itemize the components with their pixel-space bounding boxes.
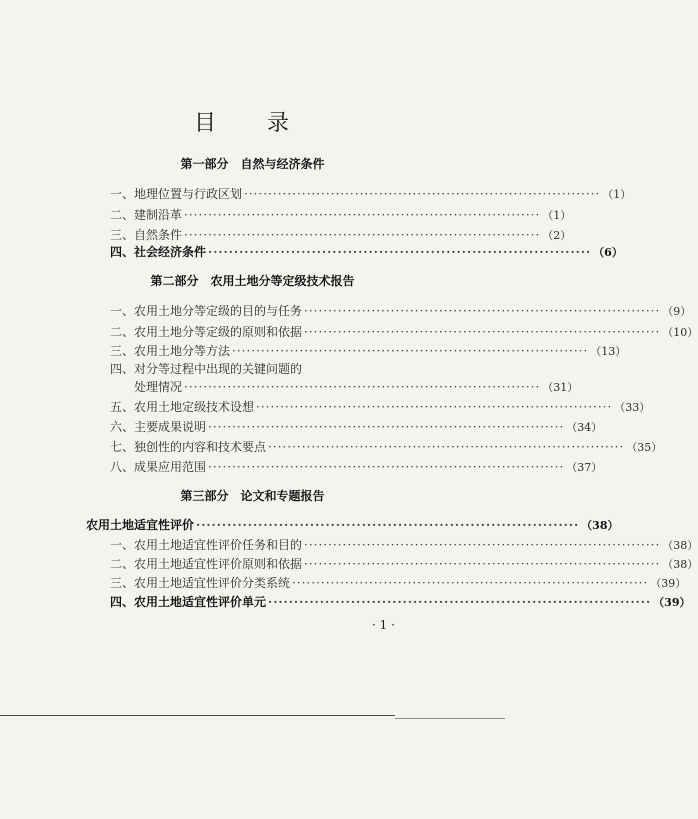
toc-entry-page: （6）: [593, 246, 623, 259]
dot-leader: ··········································································: [184, 380, 541, 394]
toc-entry[interactable]: [110, 243, 623, 261]
toc-entry[interactable]: [110, 206, 572, 224]
dot-leader: ··········································································: [232, 344, 589, 358]
toc-entry-page: （9）: [662, 305, 692, 318]
toc-entry-label: 二、农用土地分等定级的原则和依据: [110, 325, 303, 339]
part-heading-3: 第三部分 论文和专题报告: [180, 489, 325, 503]
toc-entry-page: （39）: [650, 577, 687, 590]
toc-entry-label: 一、地理位置与行政区划: [110, 187, 243, 201]
toc-entry[interactable]: [110, 418, 603, 436]
toc-entry-label: 农用土地适宜性评价: [86, 518, 195, 532]
toc-entry[interactable]: [110, 398, 651, 416]
dot-leader: ··········································································: [244, 187, 601, 201]
dot-leader: ··········································································: [208, 245, 592, 259]
toc-entry[interactable]: [110, 302, 692, 320]
toc-entry[interactable]: [110, 536, 698, 554]
toc-entry[interactable]: [110, 574, 687, 592]
part-heading-1: 第一部分 自然与经济条件: [180, 157, 325, 171]
toc-entry-page: （38）: [662, 539, 698, 552]
scan-rule: [395, 718, 505, 719]
dot-leader: ··········································································: [304, 538, 661, 552]
toc-entry-page: （2）: [542, 229, 572, 242]
toc-entry-label: 二、农用土地适宜性评价原则和依据: [110, 557, 303, 571]
page-number: · 1 ·: [372, 618, 395, 632]
toc-entry-label: 六、主要成果说明: [110, 420, 207, 434]
toc-entry-page: （1）: [542, 209, 572, 222]
toc-entry[interactable]: [110, 438, 663, 456]
toc-entry[interactable]: [110, 226, 572, 244]
dot-leader: ··········································································: [208, 420, 565, 434]
toc-entry-label: 一、农用土地适宜性评价任务和目的: [110, 538, 303, 552]
toc-entry-page: （37）: [566, 461, 603, 474]
dot-leader: ··········································································: [268, 595, 652, 609]
toc-entry-page: （39）: [653, 596, 691, 609]
toc-entry-page: （35）: [626, 441, 663, 454]
toc-entry-label: 三、农用土地适宜性评价分类系统: [110, 576, 291, 590]
toc-entry[interactable]: [110, 458, 603, 476]
toc-entry[interactable]: [134, 378, 579, 396]
dot-leader: ··········································································: [196, 518, 580, 532]
dot-leader: ··········································································: [304, 557, 661, 571]
toc-entry-page: （38）: [581, 519, 619, 532]
toc-entry-label: 四、农用土地适宜性评价单元: [110, 595, 267, 609]
toc-entry-page: （1）: [602, 188, 632, 201]
dot-leader: ··········································································: [184, 208, 541, 222]
dot-leader: ··········································································: [268, 440, 625, 454]
toc-entry-label: 七、独创性的内容和技术要点: [110, 440, 267, 454]
toc-entry-page: （38）: [662, 558, 698, 571]
toc-entry-page: （34）: [566, 421, 603, 434]
dot-leader: ··········································································: [304, 304, 661, 318]
toc-entry-label: 三、农用土地分等方法: [110, 344, 231, 358]
toc-entry-page: （13）: [590, 345, 627, 358]
dot-leader: ··········································································: [292, 576, 649, 590]
toc-entry-label: 三、自然条件: [110, 228, 183, 242]
toc-entry[interactable]: [86, 516, 619, 534]
dot-leader: ··········································································: [208, 460, 565, 474]
scan-rule: [0, 715, 395, 716]
dot-leader: ··········································································: [304, 325, 661, 339]
toc-entry-label: 处理情况: [134, 380, 183, 394]
toc-entry[interactable]: [110, 323, 698, 341]
toc-entry-page: （33）: [614, 401, 651, 414]
toc-entry[interactable]: [110, 555, 698, 573]
toc-entry-label: 四、社会经济条件: [110, 245, 207, 259]
toc-entry-label: 二、建制沿革: [110, 208, 183, 222]
toc-entry[interactable]: [110, 342, 627, 360]
toc-entry-page: （10）: [662, 326, 698, 339]
dot-leader: ··········································································: [184, 228, 541, 242]
page-title: 目 录: [194, 111, 311, 136]
toc-entry-label: 一、农用土地分等定级的目的与任务: [110, 304, 303, 318]
toc-entry-label: 八、成果应用范围: [110, 460, 207, 474]
toc-entry-label[interactable]: 四、对分等过程中出现的关键问题的: [110, 362, 303, 376]
toc-entry-label: 五、农用土地定级技术设想: [110, 400, 255, 414]
toc-entry[interactable]: [110, 593, 691, 611]
part-heading-2: 第二部分 农用土地分等定级技术报告: [150, 274, 355, 288]
toc-entry[interactable]: [110, 185, 632, 203]
toc-entry-page: （31）: [542, 381, 579, 394]
dot-leader: ··········································································: [256, 400, 613, 414]
